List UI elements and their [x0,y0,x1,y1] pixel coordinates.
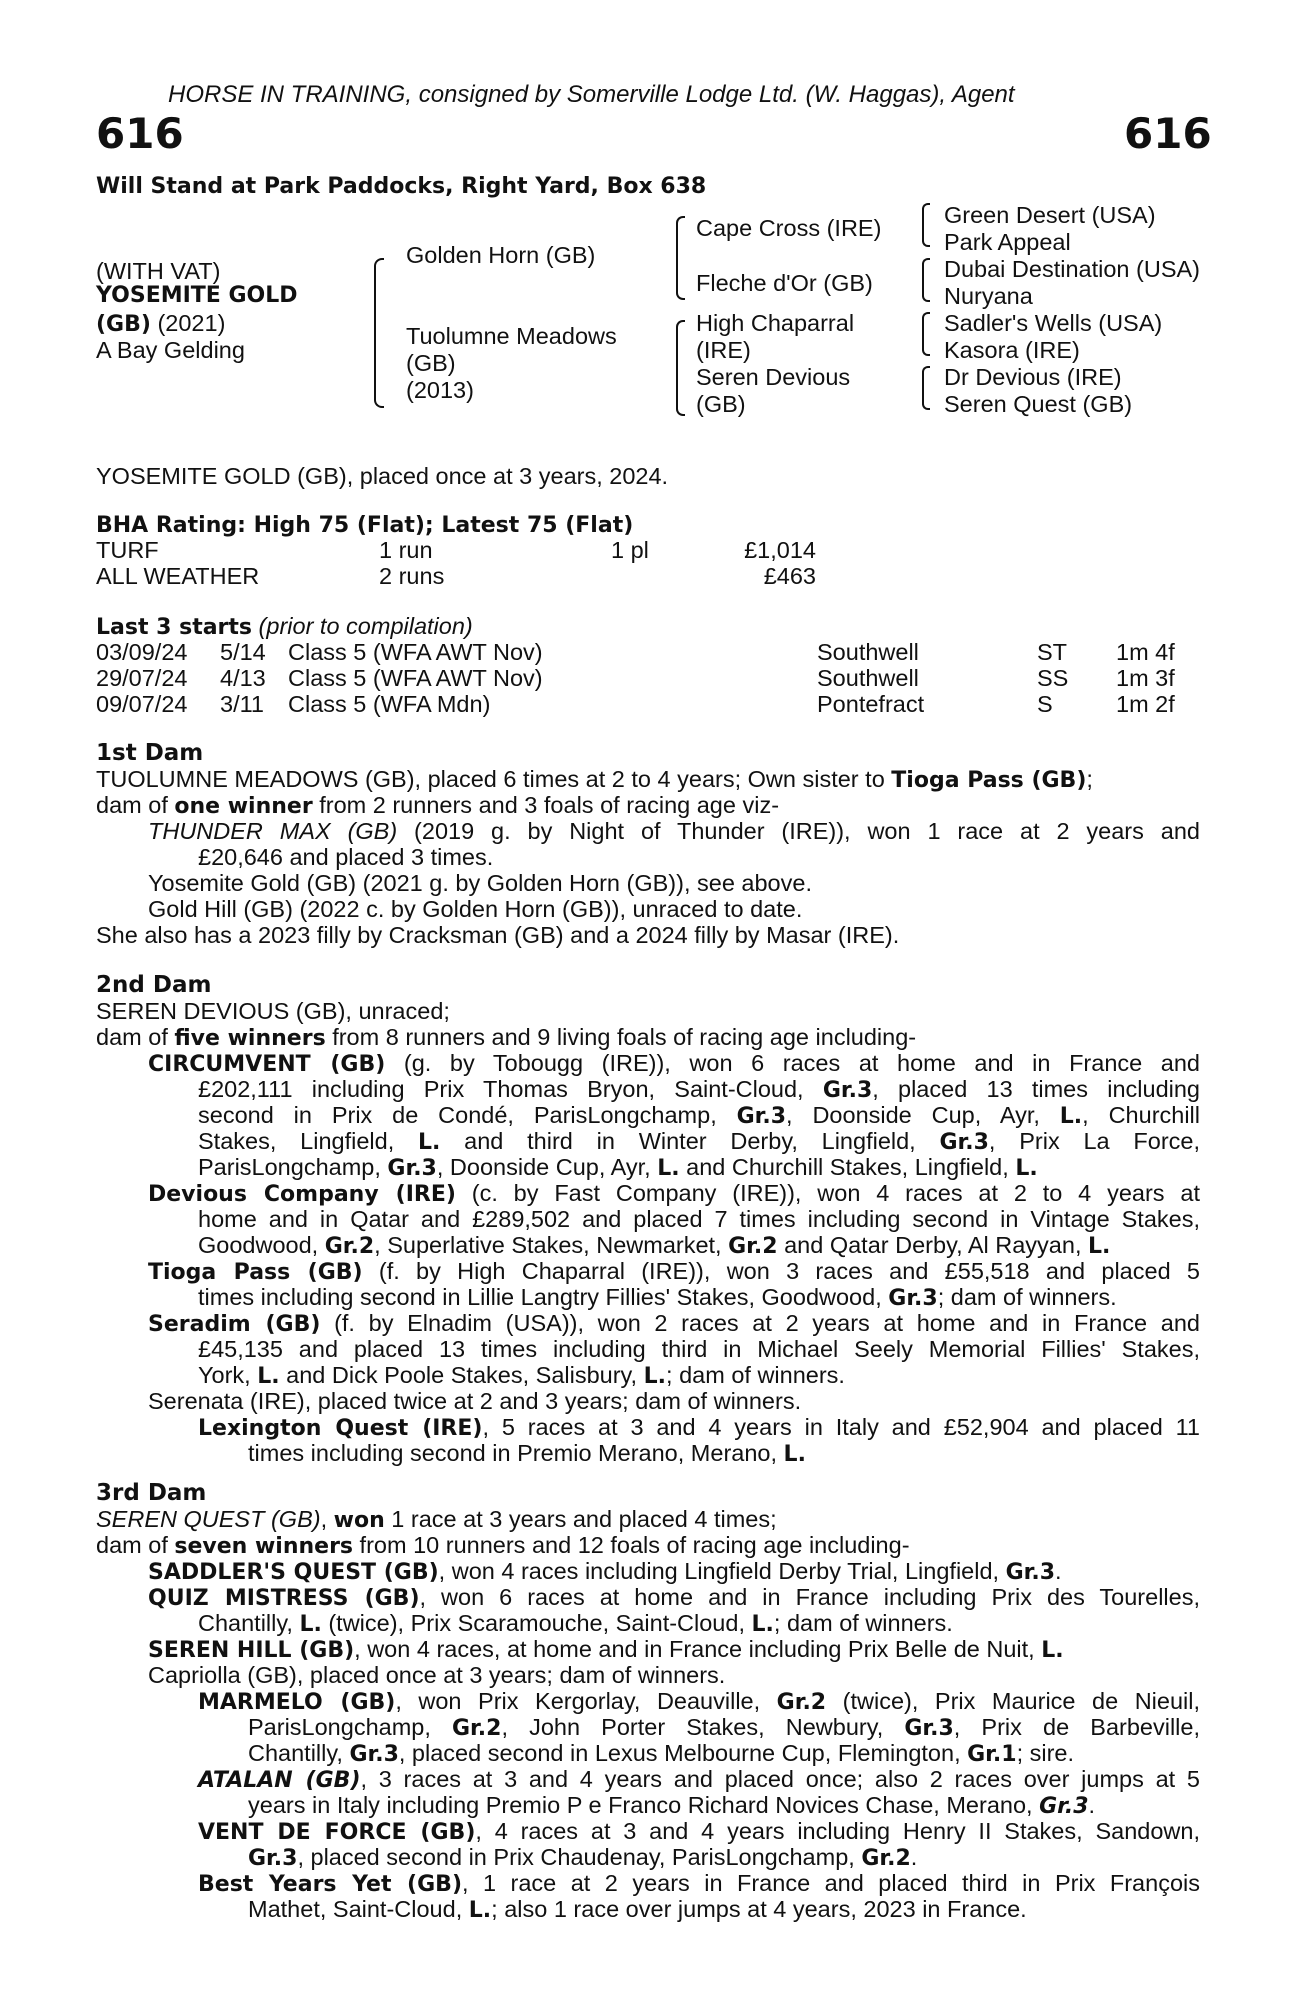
text: ; dam of winners. [937,1284,1117,1310]
text: , Churchill [1082,1102,1200,1128]
progeny-quiz-mistress-cont [198,1610,953,1638]
progeny-name: SADDLER'S QUEST (GB) [148,1560,439,1585]
progeny-circumvent-cont [198,1076,1200,1104]
progeny-marmelo-cont [248,1714,1200,1742]
pedigree-brace-sire [676,216,685,300]
text: and Qatar Derby, Al Rayyan, [777,1232,1088,1258]
grade: L. [418,1130,441,1155]
first-dam-progeny-1 [148,818,1200,844]
start-going: S [1037,691,1053,717]
rating-surface-turf: TURF [96,537,159,563]
progeny-marmelo-cont [248,1740,1074,1768]
text: ; [1086,766,1093,792]
text: (c. by Fast Company (IRE)), won 4 races at 2 to 4 years at [455,1180,1200,1206]
grade: Gr.2 [861,1846,911,1871]
first-dam-progeny-2: Yosemite Gold (GB) (2021 g. by Golden Horn (GB)), see above. [148,870,812,896]
progeny-circumvent-cont [198,1102,1200,1130]
second-dam-line2 [96,1024,916,1052]
start-date: 03/09/24 [96,639,188,665]
text: years in Italy including Premio P e Franco Richard Novices Chase, Merano, [248,1792,1040,1818]
rating-earnings-aw: £463 [763,563,816,589]
first-dam-line1 [96,766,1093,794]
first-dam-heading: 1st Dam [96,740,204,766]
text: ParisLongchamp, [198,1154,388,1180]
progeny-tioga-pass [148,1258,1200,1286]
consignment-line: HORSE IN TRAINING, consigned by Somerville Lodge Ltd. (W. Haggas), Agent [168,81,1015,108]
pedigree-dsd: Kasora (IRE) [944,337,1080,363]
progeny-name: SEREN HILL (GB) [148,1638,355,1663]
progeny-devious-company-cont: home and in Qatar and £289,502 and placed 7 times including second in Vintage Stakes, [198,1206,1200,1232]
pedigree-brace-dam [676,320,685,416]
pedigree-brace-dd [922,366,930,410]
progeny-seradim-cont [198,1362,845,1390]
pedigree-ddd: Seren Quest (GB) [944,391,1133,417]
pedigree-dam-dam-line1: Seren Devious [696,364,851,390]
grade: L. [1059,1104,1083,1129]
grade: Gr.2 [728,1234,778,1259]
progeny-tioga-pass-cont [198,1284,1117,1312]
text: TUOLUMNE MEADOWS (GB), placed 6 times at 2 to 4 years; Own sister to [96,766,892,792]
progeny-seren-hill [148,1636,1064,1664]
first-dam-progeny-1-cont: £20,646 and placed 3 times. [198,844,494,870]
text: , won Prix Kergorlay, Deauville, [395,1688,777,1714]
grade: Gr.2 [324,1234,375,1259]
text: , 4 races at 3 and 4 years including Henry II Stakes, Sandown, [475,1818,1200,1844]
start-date: 09/07/24 [96,691,188,717]
text: , John Porter Stakes, Newbury, [501,1714,905,1740]
pedigree-brace-main [374,258,384,408]
pedigree-dam-dam-line2: (GB) [696,391,746,417]
text: , Prix La Force, [988,1128,1200,1154]
text: and Dick Poole Stakes, Salisbury, [279,1362,644,1388]
progeny-name: Devious Company (IRE) [148,1182,456,1207]
first-dam-line2 [96,792,779,820]
pedigree-sds: Dubai Destination (USA) [944,256,1200,282]
progeny-best-years-yet [198,1870,1200,1898]
text: (f. by High Chaparral (IRE)), won 3 races and £55,518 and placed 5 [362,1258,1200,1284]
text: from 2 runners and 3 foals of racing age viz- [312,792,780,818]
grade: Gr.3 [1005,1560,1056,1585]
text: dam of [96,1532,175,1558]
grade: Gr.3 [939,1130,989,1155]
horse-name: YOSEMITE GOLD [96,283,298,308]
text: , 3 races at 3 and 4 years and placed once; also 2 races over jumps at 5 [360,1766,1200,1792]
progeny-name: Tioga Pass (GB) [148,1260,363,1285]
text: £202,111 including Prix Thomas Bryon, Saint-Cloud, [198,1076,823,1102]
text: , [320,1506,334,1532]
grade: Gr.1 [967,1742,1017,1767]
second-dam-line1: SEREN DEVIOUS (GB), unraced; [96,998,450,1024]
text: , won 6 races at home and in France including Prix des Tourelles, [419,1584,1200,1610]
first-dam-progeny-3: Gold Hill (GB) (2022 c. by Golden Horn (GB)), unraced to date. [148,896,803,922]
text: , 1 race at 2 years in France and placed third in Prix François [462,1870,1200,1896]
text: . [1055,1558,1062,1584]
progeny-quiz-mistress [148,1584,1200,1612]
horse-summary: YOSEMITE GOLD (GB), placed once at 3 years, 2024. [96,463,669,489]
progeny-name: ATALAN (GB) [198,1768,361,1793]
rating-earnings-turf: £1,014 [744,537,816,563]
progeny-circumvent-cont [198,1128,1200,1156]
grade: Gr.3 [387,1156,437,1181]
second-dam-heading: 2nd Dam [96,972,212,998]
progeny-circumvent-cont [198,1154,1038,1182]
text: Mathet, Saint-Cloud, [248,1896,469,1922]
text: ; also 1 race over jumps at 4 years, 2023 in France. [491,1896,1027,1922]
lot-number-right: 616 [1124,109,1212,158]
rating-surface-aw: ALL WEATHER [96,563,260,589]
grade: Gr.3 [822,1078,873,1103]
rating-runs-turf: 1 run [379,537,433,563]
pedigree-dam-line2: (GB) [406,350,456,376]
text: , won 4 races including Lingfield Derby Trial, Lingfield, [438,1558,1006,1584]
text: (2019 g. by Night of Thunder (IRE)), won 1 race at 2 years and [397,818,1200,844]
text: York, [198,1362,258,1388]
grade: L. [1041,1638,1064,1663]
horse-country-year [96,310,225,338]
pedigree-dss: Sadler's Wells (USA) [944,310,1163,336]
pedigree-dam-line1: Tuolumne Meadows [406,323,617,349]
progeny-lexington-quest-cont [248,1440,806,1468]
start-position: 4/13 [220,665,266,691]
dam-name: SEREN QUEST (GB) [96,1506,321,1532]
text: (twice), Prix Scaramouche, Saint-Cloud, [321,1610,752,1636]
start-distance: 1m 4f [1116,639,1175,665]
pedigree-ssd: Park Appeal [944,229,1071,255]
horse-description: A Bay Gelding [96,337,245,363]
start-date: 29/07/24 [96,665,188,691]
text: times including second in Premio Merano, Merano, [248,1440,784,1466]
bha-rating-title: BHA Rating: High 75 (Flat); Latest 75 (Flat) [96,513,634,538]
progeny-name: QUIZ MISTRESS (GB) [148,1586,420,1611]
third-dam-line1 [96,1506,777,1534]
grade: Gr.3 [248,1846,298,1871]
progeny-name: Best Years Yet (GB) [198,1872,462,1897]
progeny-seradim-cont: £45,135 and placed 13 times including third in Michael Seely Memorial Fillies' Stakes, [198,1336,1200,1362]
first-dam-note: She also has a 2023 filly by Cracksman (GB) and a 2024 filly by Masar (IRE). [96,922,900,948]
text: Chantilly, [248,1740,350,1766]
progeny-devious-company [148,1180,1200,1208]
text: (g. by Tobougg (IRE)), won 6 races at home and in France and [385,1050,1201,1076]
text: , won 4 races, at home and in France including Prix Belle de Nuit, [354,1636,1042,1662]
rating-runs-aw: 2 runs [379,563,445,589]
progeny-saddlers-quest [148,1558,1062,1586]
start-distance: 1m 2f [1116,691,1175,717]
text: dam of [96,792,175,818]
text: dam of [96,1024,175,1050]
horse-year: (2021) [150,310,226,336]
text: Goodwood, [198,1232,325,1258]
grade: L. [783,1442,806,1467]
text: , placed 13 times including [872,1076,1200,1102]
progeny-vent-de-force-cont [248,1844,917,1872]
grade: L. [657,1156,680,1181]
grade: Gr.3 [1039,1794,1089,1819]
horse-country: (GB) [96,312,151,337]
pedigree-dds: Dr Devious (IRE) [944,364,1122,390]
text: (twice), Prix Maurice de Nieuil, [826,1688,1201,1714]
start-race: Class 5 (WFA Mdn) [288,691,491,717]
winners-count: seven winners [174,1534,354,1559]
text: Chantilly, [198,1610,300,1636]
text: ; dam of winners. [666,1362,845,1388]
progeny-name: VENT DE FORCE (GB) [198,1820,476,1845]
start-position: 3/11 [220,691,264,717]
text: from 10 runners and 12 foals of racing age including- [353,1532,910,1558]
rating-placings-turf: 1 pl [611,537,649,563]
pedigree-brace-ss [922,203,930,247]
grade: Gr.3 [904,1716,954,1741]
grade: Gr.3 [888,1286,938,1311]
third-dam-line2 [96,1532,910,1560]
won-label: won [333,1508,385,1533]
grade: L. [643,1364,667,1389]
progeny-vent-de-force [198,1818,1200,1846]
start-position: 5/14 [220,639,266,665]
text: , 5 races at 3 and 4 years in Italy and £52,904 and placed 11 [482,1414,1200,1440]
pedigree-sss: Green Desert (USA) [944,202,1156,228]
winners-count: one winner [174,794,313,819]
start-going: SS [1037,665,1069,691]
text: , placed second in Prix Chaudenay, ParisLongchamp, [297,1844,862,1870]
progeny-serenata: Serenata (IRE), placed twice at 2 and 3 years; dam of winners. [148,1388,802,1414]
third-dam-heading: 3rd Dam [96,1480,207,1506]
text: , placed second in Lexus Melbourne Cup, Flemington, [398,1740,968,1766]
text: (f. by Elnadim (USA)), won 2 races at 2 years at home and in France and [320,1310,1200,1336]
grade: L. [1015,1156,1038,1181]
text: and Churchill Stakes, Lingfield, [679,1154,1016,1180]
winners-count: five winners [174,1026,326,1051]
progeny-atalan-cont [248,1792,1095,1820]
text: and third in Winter Derby, Lingfield, [440,1128,940,1154]
start-distance: 1m 3f [1116,665,1175,691]
start-course: Pontefract [817,691,925,717]
last-starts-title: Last 3 starts [96,615,253,640]
grade: L. [1088,1234,1111,1259]
sister-name: Tioga Pass (GB) [891,768,1087,793]
last-starts-note: (prior to compilation) [252,613,473,639]
progeny-atalan [198,1766,1200,1794]
pedigree-brace-ds [922,312,930,356]
progeny-name: CIRCUMVENT (GB) [148,1052,386,1077]
pedigree-dam-line3: (2013) [406,377,474,403]
progeny-devious-company-cont [198,1232,1110,1260]
grade: L. [468,1898,492,1923]
start-race: Class 5 (WFA AWT Nov) [288,639,543,665]
grade: Gr.2 [452,1716,502,1741]
progeny-marmelo [198,1688,1200,1716]
progeny-name: Seradim (GB) [148,1312,321,1337]
progeny-name: THUNDER MAX (GB) [148,818,398,844]
text: Stakes, Lingfield, [198,1128,418,1154]
start-race: Class 5 (WFA AWT Nov) [288,665,543,691]
vat-label: (WITH VAT) [96,258,221,284]
pedigree-dam-sire-line1: High Chaparral [696,310,855,336]
progeny-name: MARMELO (GB) [198,1690,396,1715]
progeny-best-years-yet-cont [248,1896,1027,1924]
text: ; dam of winners. [773,1610,953,1636]
start-course: Southwell [817,639,919,665]
last-starts-heading [96,613,473,641]
progeny-capriolla: Capriolla (GB), placed once at 3 years; dam of winners. [148,1662,726,1688]
grade: Gr.2 [776,1690,827,1715]
lot-number-left: 616 [96,109,184,158]
grade: L. [257,1364,280,1389]
text: , Prix de Barbeville, [953,1714,1200,1740]
text: . [910,1844,918,1870]
pedigree-sire: Golden Horn (GB) [406,242,596,268]
text: , Doonside Cup, Ayr, [786,1102,1060,1128]
grade: Gr.3 [736,1104,787,1129]
text: . [1088,1792,1096,1818]
start-going: ST [1037,639,1068,665]
pedigree-dam-sire-line2: (IRE) [696,337,751,363]
progeny-name: Lexington Quest (IRE) [198,1416,483,1441]
text: , Doonside Cup, Ayr, [436,1154,658,1180]
text: from 8 runners and 9 living foals of racing age including- [325,1024,917,1050]
pedigree-brace-sd [922,258,930,302]
text: ; sire. [1016,1740,1075,1766]
pedigree-sdd: Nuryana [944,283,1033,309]
text: times including second in Lillie Langtry Fillies' Stakes, Goodwood, [198,1284,889,1310]
progeny-circumvent [148,1050,1200,1078]
pedigree-sire-sire: Cape Cross (IRE) [696,215,882,241]
start-course: Southwell [817,665,919,691]
progeny-lexington-quest [198,1414,1200,1442]
progeny-seradim [148,1310,1200,1338]
text: , Superlative Stakes, Newmarket, [374,1232,729,1258]
grade: L. [299,1612,322,1637]
location-line: Will Stand at Park Paddocks, Right Yard, Box 638 [96,174,707,199]
text: ParisLongchamp, [248,1714,452,1740]
grade: L. [751,1612,774,1637]
grade: Gr.3 [349,1742,399,1767]
text: 1 race at 3 years and placed 4 times; [384,1506,777,1532]
text: second in Prix de Condé, ParisLongchamp, [198,1102,737,1128]
pedigree-sire-dam: Fleche d'Or (GB) [696,270,873,296]
